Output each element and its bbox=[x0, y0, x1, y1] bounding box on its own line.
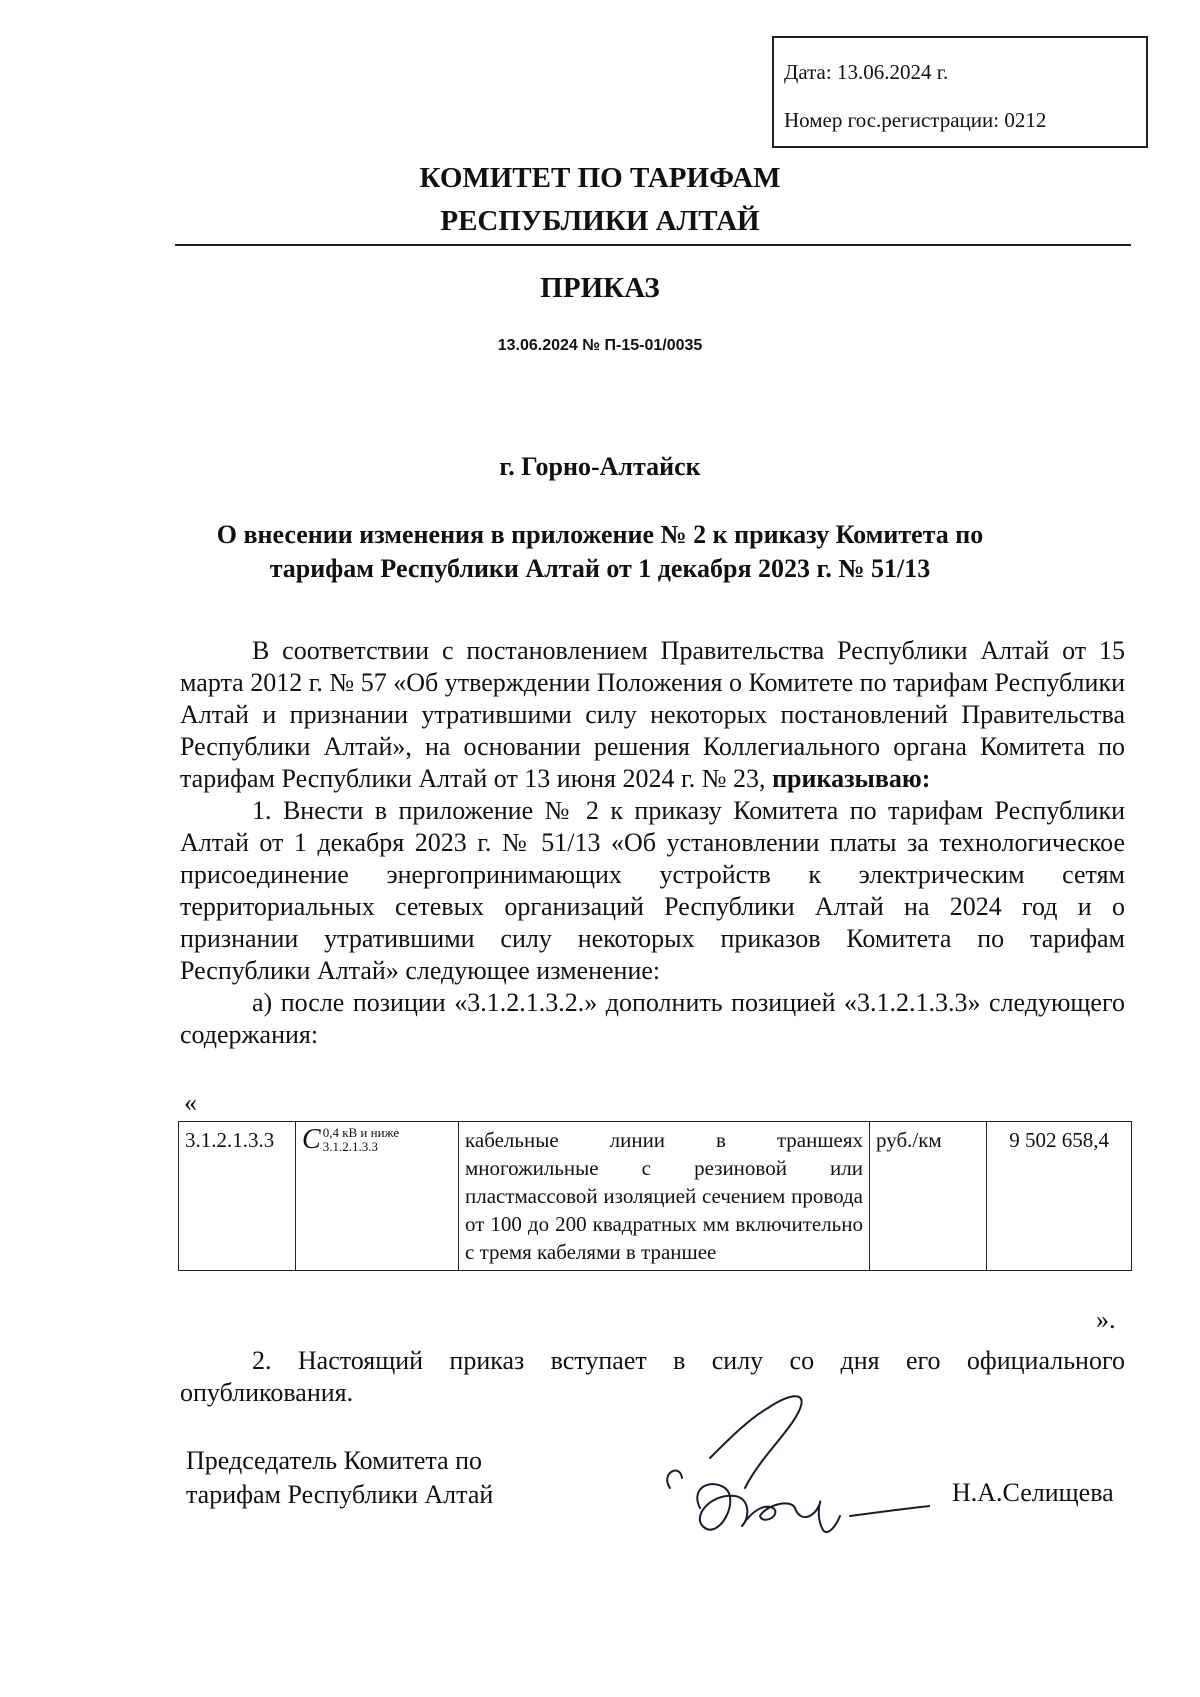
tariff-table bbox=[178, 1121, 1132, 1271]
org-name-line1: КОМИТЕТ ПО ТАРИФАМ bbox=[419, 162, 781, 194]
registration-number: Номер гос.регистрации: 0212 bbox=[784, 108, 1047, 132]
tariff-symbol-sub: 3.1.2.1.3.3 bbox=[322, 1139, 378, 1154]
cell-code: 3.1.2.1.3.3 bbox=[179, 1122, 296, 1271]
cell-description: кабельные линии в траншеях многожильные с резиновой или пластмассовой изоляцией сечением провода от 100 до 200 квадратных мм включительно с тремя кабелями в траншее bbox=[459, 1122, 870, 1271]
preamble-paragraph: В соответствии с постановлением Правительства Республики Алтай от 15 марта 2012 г. № 57 «Об утверждении Положения о Комитете по тарифам Республики Алтай и признании утратившими силу некоторых постановлений Правительства Республики Алтай», на основании решения Коллегиального органа Комитета по тарифам Республики Алтай от 13 июня 2024 г. № 23, приказываю: bbox=[180, 636, 1125, 793]
city: г. Горно-Алтайск bbox=[499, 452, 701, 481]
doc-number: 13.06.2024 № П-15-01/0035 bbox=[497, 337, 703, 354]
item-1: 1. Внести в приложение № 2 к приказу Комитета по тарифам Республики Алтай от 1 декабря 2023 г. № 51/13 «Об установлении платы за технологическое присоединение энергопринимающих устройств к электрическим сетям территориальных сетевых организаций Республики Алтай на 2024 год и о признании утратившими силу некоторых приказов Комитета по тарифам Республики Алтай» следующее изменение: bbox=[180, 796, 1125, 985]
cell-unit: руб./км bbox=[870, 1122, 987, 1271]
subject-line2: тарифам Республики Алтай от 1 декабря 2023 г. № 51/13 bbox=[269, 554, 931, 583]
cell-symbol bbox=[296, 1122, 459, 1271]
preamble-bold: приказываю: bbox=[772, 764, 931, 793]
item-1a: а) после позиции «3.1.2.1.3.2.» дополнить позицией «3.1.2.1.3.3» следующего содержания: bbox=[180, 988, 1125, 1049]
registration-box bbox=[772, 36, 1148, 148]
cell-value: 9 502 658,4 bbox=[987, 1122, 1132, 1271]
doc-subject bbox=[0, 518, 1200, 586]
subject-line1: О внесении изменения в приложение № 2 к приказу Комитета по bbox=[216, 520, 984, 549]
table-row bbox=[179, 1122, 1132, 1271]
handwritten-signature bbox=[650, 1378, 930, 1583]
quote-open: « bbox=[184, 1088, 197, 1117]
signatory-title: Председатель Комитета по тарифам Республики Алтай bbox=[186, 1446, 494, 1509]
item-2: 2. Настоящий приказ вступает в силу со дня его официального опубликования. bbox=[180, 1346, 1125, 1407]
registration-date: Дата: 13.06.2024 г. bbox=[784, 60, 949, 84]
header-divider bbox=[175, 244, 1131, 246]
doc-type: ПРИКАЗ bbox=[540, 272, 660, 304]
signatory-name: Н.А.Селищева bbox=[952, 1478, 1114, 1507]
tariff-symbol: C bbox=[302, 1124, 321, 1155]
quote-close: ». bbox=[1096, 1305, 1116, 1334]
body-text bbox=[180, 635, 1125, 1051]
org-name-line2: РЕСПУБЛИКИ АЛТАЙ bbox=[440, 205, 760, 237]
tariff-symbol-sup: 0,4 кВ и ниже bbox=[322, 1125, 400, 1140]
